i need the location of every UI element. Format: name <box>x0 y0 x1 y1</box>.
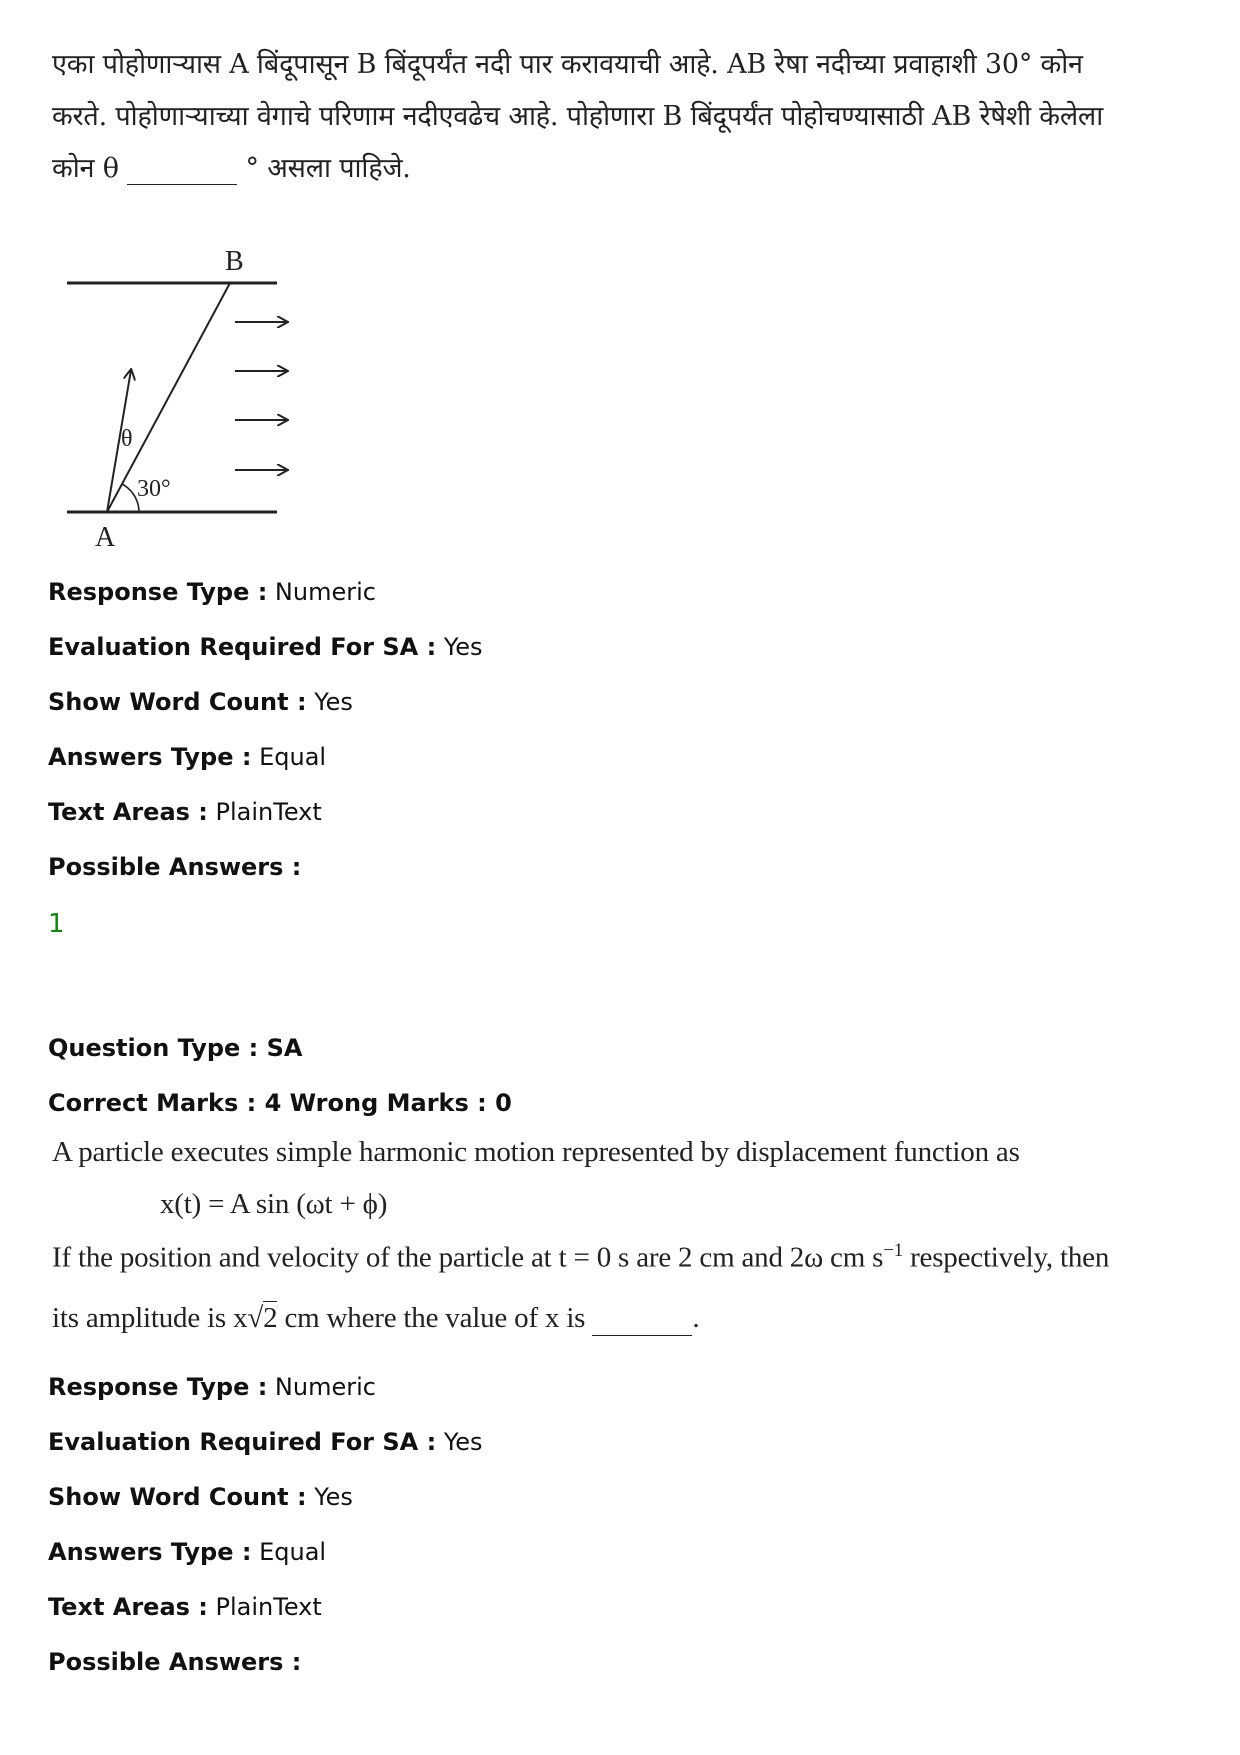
q1-text-line-3-end: ° असला पाहिजे. <box>245 153 411 184</box>
q2-root-value: 2 <box>263 1302 278 1334</box>
q2-text-line-4-end: . <box>692 1302 700 1334</box>
q1-possible-answers-label: Possible Answers : <box>48 853 302 881</box>
sqrt-symbol: √ <box>247 1302 264 1334</box>
q2-question-type: Question Type : SA <box>48 1034 303 1062</box>
q2-marks: Correct Marks : 4 Wrong Marks : 0 <box>48 1089 512 1117</box>
q1-show-word-count: Show Word Count : Yes <box>48 688 353 716</box>
label-30-degrees: 30° <box>137 476 171 502</box>
label-b: B <box>225 246 244 277</box>
q2-show-word-count: Show Word Count : Yes <box>48 1483 353 1511</box>
q2-possible-answers-label: Possible Answers : <box>48 1648 302 1676</box>
q2-text-areas: Text Areas : PlainText <box>48 1593 322 1621</box>
q2-evaluation-required: Evaluation Required For SA : Yes <box>48 1428 483 1456</box>
q2-text-line-4 <box>52 1302 699 1336</box>
q2-response-type: Response Type : Numeric <box>48 1373 376 1401</box>
q1-text-areas: Text Areas : PlainText <box>48 798 322 826</box>
q2-text-line-3-start: If the position and velocity of the particle at t = 0 s are 2 cm and 2ω cm s <box>52 1241 884 1274</box>
q1-evaluation-required: Evaluation Required For SA : Yes <box>48 633 483 661</box>
q2-text-line-4-middle: cm where the value of x is <box>277 1302 586 1334</box>
label-theta: θ <box>121 426 133 452</box>
q1-answer-blank <box>127 153 237 185</box>
q1-text-line-2: करते. पोहोणाऱ्याच्या वेगाचे परिणाम नदीएवढेच आहे. पोहोणारा B बिंदूपर्यंत पोहोचण्यासाठी AB रेषेशी केलेला <box>52 101 1104 132</box>
label-a: A <box>95 522 116 553</box>
q2-text-line-4-start: its amplitude is x <box>52 1302 248 1334</box>
q1-response-type: Response Type : Numeric <box>48 578 376 606</box>
river-crossing-diagram <box>55 240 315 560</box>
q2-superscript: −1 <box>883 1240 904 1261</box>
q1-possible-answer-value: 1 <box>48 909 65 939</box>
q2-answers-type: Answers Type : Equal <box>48 1538 327 1566</box>
q1-text-line-1: एका पोहोणाऱ्यास A बिंदूपासून B बिंदूपर्यंत नदी पार करावयाची आहे. AB रेषा नदीच्या प्रवाहाशी 30° कोन <box>52 49 1083 80</box>
q2-text-line-1: A particle executes simple harmonic motion represented by displacement function as <box>52 1136 1020 1168</box>
q2-answer-blank <box>592 1302 692 1336</box>
q1-answers-type: Answers Type : Equal <box>48 743 327 771</box>
q2-text-line-3 <box>52 1240 1109 1275</box>
q1-text-line-3 <box>52 148 411 185</box>
q2-text-line-3-end: respectively, then <box>903 1241 1110 1274</box>
q1-text-line-3-start: कोन θ <box>52 153 119 184</box>
q2-equation: x(t) = A sin (ωt + ϕ) <box>160 1188 388 1220</box>
